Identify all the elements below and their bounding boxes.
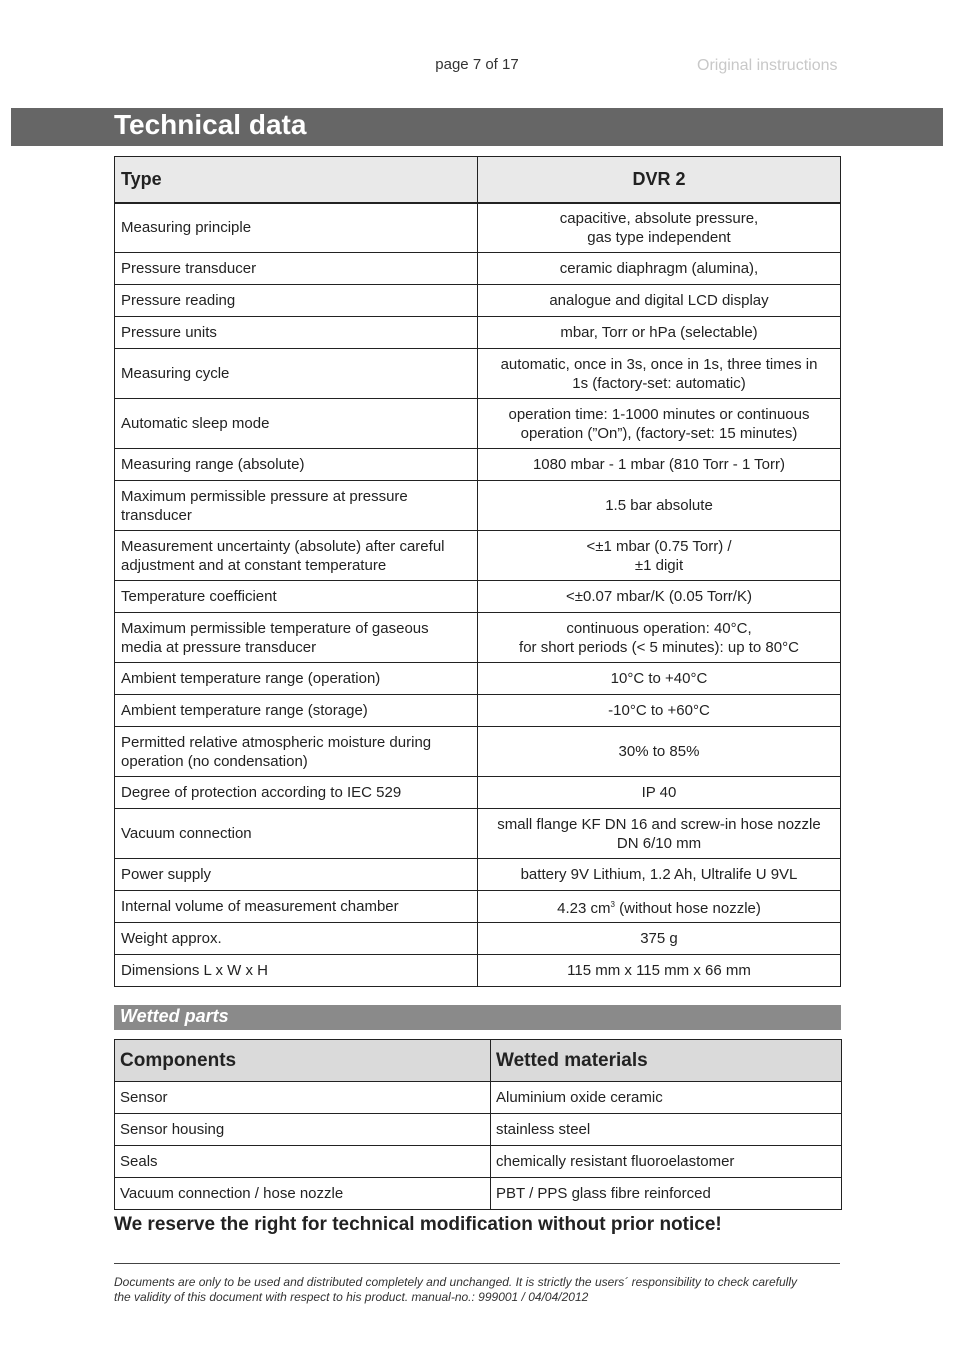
table-row bbox=[115, 399, 841, 449]
row-value: 10°C to +40°C bbox=[478, 663, 841, 695]
row-value: continuous operation: 40°C, for short periods (< 5 minutes): up to 80°C bbox=[478, 613, 841, 663]
row-label: Pressure units bbox=[115, 317, 478, 349]
material-cell: chemically resistant fluoroelastomer bbox=[491, 1146, 842, 1178]
section-header-bar bbox=[11, 108, 943, 146]
table-row bbox=[115, 809, 841, 859]
row-value: operation time: 1-1000 minutes or continuous operation (”On”), (factory-set: 15 minutes) bbox=[478, 399, 841, 449]
row-value: battery 9V Lithium, 1.2 Ah, Ultralife U 9VL bbox=[478, 859, 841, 891]
page-number: page 7 of 17 bbox=[435, 56, 519, 73]
footer-line-2: the validity of this document with respect to his product. manual-no.: 999001 / 04/04/2012 bbox=[114, 1290, 589, 1304]
row-value: IP 40 bbox=[478, 777, 841, 809]
row-label: Power supply bbox=[115, 859, 478, 891]
technical-data-table bbox=[114, 156, 841, 987]
table-row bbox=[115, 1178, 842, 1210]
row-label: Automatic sleep mode bbox=[115, 399, 478, 449]
row-label: Pressure reading bbox=[115, 285, 478, 317]
row-label: Measuring cycle bbox=[115, 349, 478, 399]
row-label: Maximum permissible temperature of gaseous media at pressure transducer bbox=[115, 613, 478, 663]
table-row bbox=[115, 203, 841, 253]
table-row bbox=[115, 923, 841, 955]
row-label: Ambient temperature range (operation) bbox=[115, 663, 478, 695]
row-label: Dimensions L x W x H bbox=[115, 955, 478, 987]
footer-line-1: Documents are only to be used and distributed completely and unchanged. It is strictly the users´ responsibility to check carefully bbox=[114, 1275, 798, 1289]
table-row bbox=[115, 859, 841, 891]
wetted-parts-header-bar bbox=[114, 1005, 841, 1030]
table-row bbox=[115, 1082, 842, 1114]
row-value: 1.5 bar absolute bbox=[478, 481, 841, 531]
table-row bbox=[115, 891, 841, 923]
wetted-parts-title: Wetted parts bbox=[120, 1006, 229, 1026]
row-value: mbar, Torr or hPa (selectable) bbox=[478, 317, 841, 349]
row-value: 30% to 85% bbox=[478, 727, 841, 777]
original-instructions-label: Original instructions bbox=[697, 57, 838, 74]
header-cell-type: Type bbox=[115, 157, 478, 203]
row-label: Permitted relative atmospheric moisture during operation (no condensation) bbox=[115, 727, 478, 777]
table-row bbox=[115, 613, 841, 663]
header-cell-model: DVR 2 bbox=[478, 157, 841, 203]
footer-divider bbox=[114, 1263, 840, 1264]
header-cell-components: Components bbox=[115, 1040, 491, 1082]
row-label: Measuring range (absolute) bbox=[115, 449, 478, 481]
table-row bbox=[115, 349, 841, 399]
material-cell: stainless steel bbox=[491, 1114, 842, 1146]
row-label: Measurement uncertainty (absolute) after careful adjustment and at constant temperature bbox=[115, 531, 478, 581]
material-cell: PBT / PPS glass fibre reinforced bbox=[491, 1178, 842, 1210]
table-row bbox=[115, 481, 841, 531]
modification-notice: We reserve the right for technical modification without prior notice! bbox=[114, 1214, 722, 1235]
row-value: <±0.07 mbar/K (0.05 Torr/K) bbox=[478, 581, 841, 613]
row-label: Vacuum connection bbox=[115, 809, 478, 859]
table-row bbox=[115, 663, 841, 695]
table-row bbox=[115, 449, 841, 481]
table-row bbox=[115, 727, 841, 777]
row-value: 1080 mbar - 1 mbar (810 Torr - 1 Torr) bbox=[478, 449, 841, 481]
row-value: <±1 mbar (0.75 Torr) / ±1 digit bbox=[478, 531, 841, 581]
row-value: small flange KF DN 16 and screw-in hose nozzle DN 6/10 mm bbox=[478, 809, 841, 859]
table-header-row bbox=[115, 157, 841, 203]
table-row bbox=[115, 1146, 842, 1178]
component-cell: Vacuum connection / hose nozzle bbox=[115, 1178, 491, 1210]
row-label: Degree of protection according to IEC 529 bbox=[115, 777, 478, 809]
row-value: automatic, once in 3s, once in 1s, three times in 1s (factory-set: automatic) bbox=[478, 349, 841, 399]
row-label: Measuring principle bbox=[115, 203, 478, 253]
header-cell-materials: Wetted materials bbox=[491, 1040, 842, 1082]
table-row bbox=[115, 531, 841, 581]
footer-disclaimer bbox=[114, 1275, 849, 1305]
row-label: Internal volume of measurement chamber bbox=[115, 891, 478, 923]
row-value: 4.23 $cm^3$ (without hose nozzle) bbox=[478, 891, 841, 923]
row-value: 115 mm x 115 mm x 66 mm bbox=[478, 955, 841, 987]
row-label: Maximum permissible pressure at pressure transducer bbox=[115, 481, 478, 531]
wetted-header-row bbox=[115, 1040, 842, 1082]
row-value: -10°C to +60°C bbox=[478, 695, 841, 727]
table-row bbox=[115, 581, 841, 613]
section-title: Technical data bbox=[114, 109, 307, 140]
table-row bbox=[115, 285, 841, 317]
table-row bbox=[115, 695, 841, 727]
component-cell: Sensor bbox=[115, 1082, 491, 1114]
table-row bbox=[115, 317, 841, 349]
row-label: Temperature coefficient bbox=[115, 581, 478, 613]
row-value: 375 g bbox=[478, 923, 841, 955]
table-row bbox=[115, 777, 841, 809]
row-value: analogue and digital LCD display bbox=[478, 285, 841, 317]
component-cell: Seals bbox=[115, 1146, 491, 1178]
row-label: Pressure transducer bbox=[115, 253, 478, 285]
table-row bbox=[115, 253, 841, 285]
row-label: Ambient temperature range (storage) bbox=[115, 695, 478, 727]
component-cell: Sensor housing bbox=[115, 1114, 491, 1146]
table-row bbox=[115, 1114, 842, 1146]
row-label: Weight approx. bbox=[115, 923, 478, 955]
row-value: capacitive, absolute pressure, gas type independent bbox=[478, 203, 841, 253]
row-value: ceramic diaphragm (alumina), bbox=[478, 253, 841, 285]
table-row bbox=[115, 955, 841, 987]
material-cell: Aluminium oxide ceramic bbox=[491, 1082, 842, 1114]
wetted-parts-table bbox=[114, 1039, 842, 1210]
